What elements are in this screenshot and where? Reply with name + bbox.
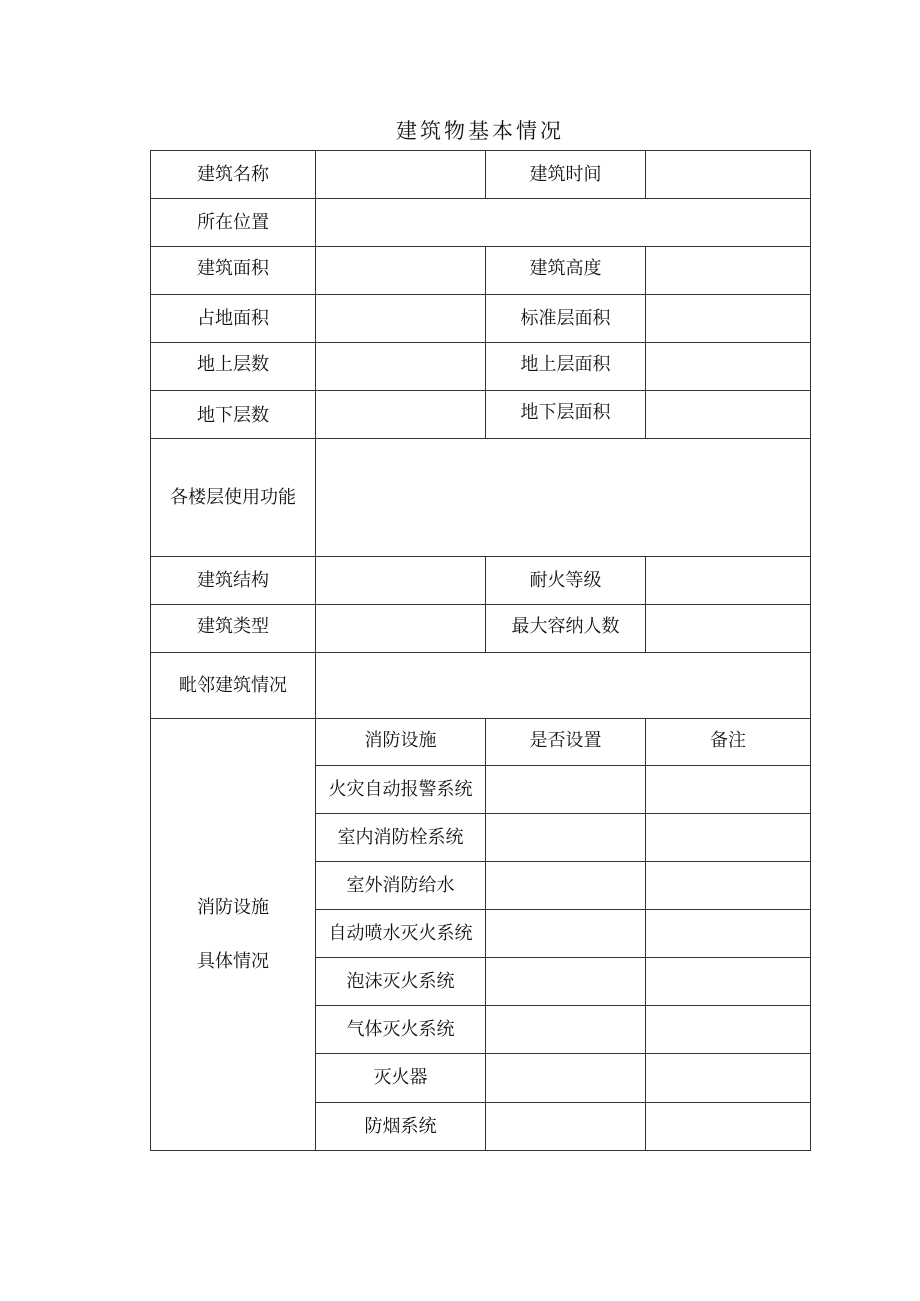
facility-name: 灭火器 xyxy=(316,1054,486,1103)
input-floor-function[interactable] xyxy=(316,439,811,557)
label-building-type: 建筑类型 xyxy=(151,605,316,653)
row-location xyxy=(151,199,811,247)
label-std-floor-area: 标准层面积 xyxy=(486,295,646,343)
building-info-table xyxy=(150,150,811,1151)
input-note[interactable] xyxy=(646,862,811,910)
page-title: 建筑物基本情况 xyxy=(396,119,564,143)
label-building-name: 建筑名称 xyxy=(151,151,316,199)
facility-name: 自动喷水灭火系统 xyxy=(316,910,486,958)
label-below-floors: 地下层数 xyxy=(151,391,316,439)
input-land-area[interactable] xyxy=(316,295,486,343)
label-building-area: 建筑面积 xyxy=(151,247,316,295)
label-facility-section xyxy=(151,719,316,1151)
label-location: 所在位置 xyxy=(151,199,316,247)
facility-name: 室内消防栓系统 xyxy=(316,814,486,862)
input-building-name[interactable] xyxy=(316,151,486,199)
row-floor-function xyxy=(151,439,811,557)
label-max-occupancy: 最大容纳人数 xyxy=(486,605,646,653)
facility-section-line2: 具体情况 xyxy=(197,950,269,972)
facility-name: 火灾自动报警系统 xyxy=(316,766,486,814)
facility-header-row xyxy=(151,719,811,766)
input-building-type[interactable] xyxy=(316,605,486,653)
input-note[interactable] xyxy=(646,766,811,814)
label-above-area: 地上层面积 xyxy=(486,343,646,391)
row-above-ground xyxy=(151,343,811,391)
label-floor-function: 各楼层使用功能 xyxy=(151,439,316,557)
header-note: 备注 xyxy=(646,719,811,766)
row-adjacent xyxy=(151,653,811,719)
label-building-time: 建筑时间 xyxy=(486,151,646,199)
input-installed[interactable] xyxy=(486,1006,646,1054)
row-type xyxy=(151,605,811,653)
input-installed[interactable] xyxy=(486,766,646,814)
label-building-height: 建筑高度 xyxy=(486,247,646,295)
input-above-area[interactable] xyxy=(646,343,811,391)
facility-name: 防烟系统 xyxy=(316,1103,486,1151)
facility-name: 气体灭火系统 xyxy=(316,1006,486,1054)
input-installed[interactable] xyxy=(486,862,646,910)
input-adjacent[interactable] xyxy=(316,653,811,719)
input-location[interactable] xyxy=(316,199,811,247)
header-facility: 消防设施 xyxy=(316,719,486,766)
input-below-area[interactable] xyxy=(646,391,811,439)
label-below-area: 地下层面积 xyxy=(486,391,646,439)
input-building-height[interactable] xyxy=(646,247,811,295)
header-installed: 是否设置 xyxy=(486,719,646,766)
input-above-floors[interactable] xyxy=(316,343,486,391)
input-building-time[interactable] xyxy=(646,151,811,199)
row-area-height xyxy=(151,247,811,295)
label-land-area: 占地面积 xyxy=(151,295,316,343)
facility-name: 室外消防给水 xyxy=(316,862,486,910)
input-installed[interactable] xyxy=(486,814,646,862)
input-note[interactable] xyxy=(646,1103,811,1151)
row-below-ground xyxy=(151,391,811,439)
label-above-floors: 地上层数 xyxy=(151,343,316,391)
input-fire-rating[interactable] xyxy=(646,557,811,605)
input-below-floors[interactable] xyxy=(316,391,486,439)
input-installed[interactable] xyxy=(486,1103,646,1151)
label-structure: 建筑结构 xyxy=(151,557,316,605)
input-installed[interactable] xyxy=(486,910,646,958)
input-max-occupancy[interactable] xyxy=(646,605,811,653)
input-note[interactable] xyxy=(646,814,811,862)
label-adjacent: 毗邻建筑情况 xyxy=(151,653,316,719)
input-building-area[interactable] xyxy=(316,247,486,295)
input-note[interactable] xyxy=(646,910,811,958)
label-fire-rating: 耐火等级 xyxy=(486,557,646,605)
input-note[interactable] xyxy=(646,958,811,1006)
row-structure xyxy=(151,557,811,605)
facility-name: 泡沫灭火系统 xyxy=(316,958,486,1006)
input-installed[interactable] xyxy=(486,1054,646,1103)
facility-section-line1: 消防设施 xyxy=(197,896,269,918)
input-note[interactable] xyxy=(646,1006,811,1054)
input-structure[interactable] xyxy=(316,557,486,605)
row-land-area xyxy=(151,295,811,343)
input-installed[interactable] xyxy=(486,958,646,1006)
input-note[interactable] xyxy=(646,1054,811,1103)
row-name-time xyxy=(151,151,811,199)
input-std-floor-area[interactable] xyxy=(646,295,811,343)
